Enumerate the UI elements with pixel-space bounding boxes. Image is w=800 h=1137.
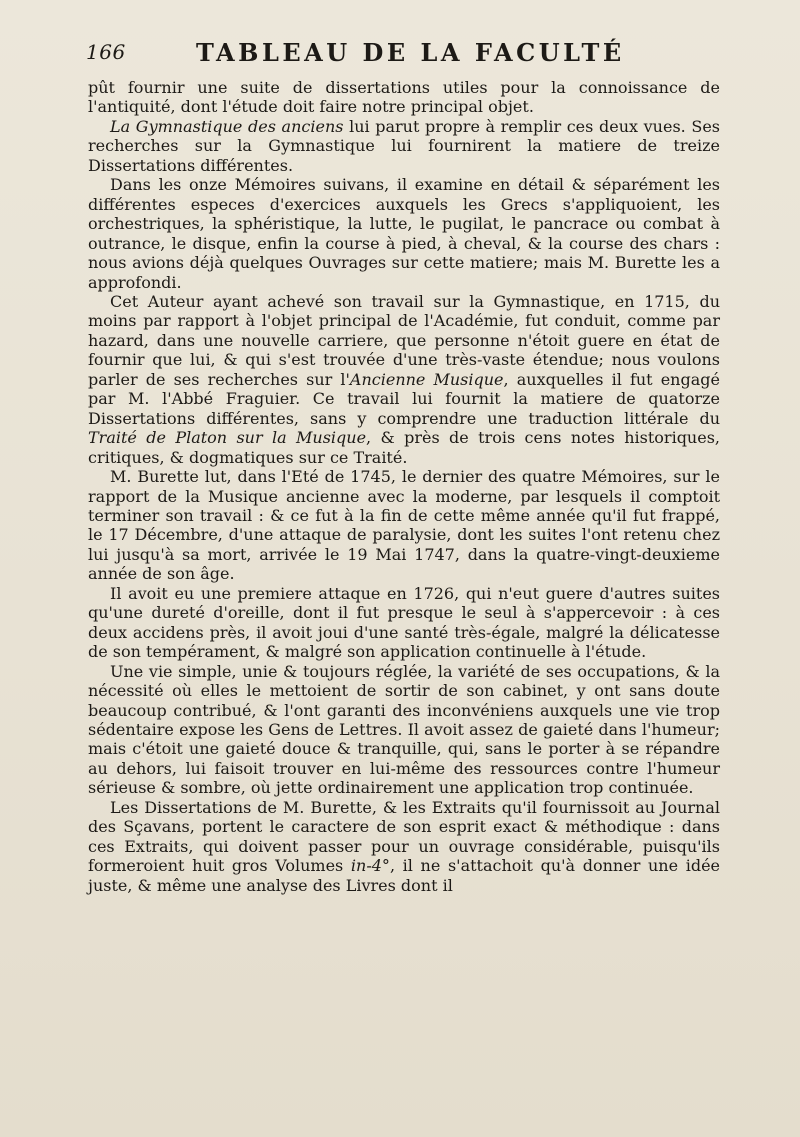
text-run: , il ne s'attachoit qu'à donner une idée juste, & même une analyse des Livres dont il (88, 856, 721, 895)
body-text (88, 78, 720, 895)
paragraph-7 (88, 662, 720, 798)
text-run: Une vie simple, unie & toujours réglée, la variété de ses occupations, & la nécessité où elles le mettoient de sortir de son cabinet, y ont sans doute beaucoup contribué, & l'ont garanti des inconvéniens auxquels une vie trop sédentaire expose les Gens de Lettres. Il avoit assez de gaieté dans l'humeur; mais c'étoit une gaieté douce & tranquille, qui, sans le porter à se répandre au dehors, lui faisoit trouver en lui-même des ressources contre l'humeur sérieuse & sombre, où jette ordinairement une application trop continuée. (88, 661, 720, 798)
text-run: M. Burette lut, dans l'Eté de 1745, le dernier des quatre Mémoires, sur le rapport de la Musique ancienne avec la moderne, par lesquels il comptoit terminer son travail : & ce fut à la fin de cette même année qu'il fut frappé, le 17 Décembre, d'une attaque de paralysie, dont les suites l'ont retenu chez lui jusqu'à sa mort, arrivée le 19 Mai 1747, dans la quatre-vingt-deuxieme année de son âge. (88, 467, 720, 584)
paragraph-3 (88, 175, 720, 292)
text-run: Les Dissertations de M. Burette, & les Extraits qu'il fournissoit au Journal des Sçavans, portent le caractere de son esprit exact & méthodique : dans ces Extraits, qui doivent passer pour un ouvrage considérable, puisqu'ils formeroient huit gros Volumes (88, 797, 720, 876)
paragraph-5 (88, 467, 720, 584)
paragraph-6 (88, 584, 720, 662)
text-run: Dans les onze Mémoires suivans, il examine en détail & séparément les différentes especes d'exercices auxquels les Grecs s'appliquoient, les orchestriques, la sphéristique, la lutte, le pugilat, le pancrace ou combat à outrance, le disque, enfin la course à pied, à cheval, & la course des chars : nous avions déjà quelques Ouvrages sur cette matiere; mais M. Burette les a approfondi. (88, 175, 720, 292)
italic-text: Ancienne Musique (349, 369, 504, 389)
text-run: pût fournir une suite de dissertations utiles pour la connoissance de l'antiquité, dont l'étude doit faire notre principal objet. (88, 78, 720, 117)
running-title: TABLEAU DE LA FACULTÉ (196, 38, 625, 67)
page-number: 166 (86, 40, 126, 64)
paragraph-8 (88, 798, 720, 895)
italic-text: Traité de Platon sur la Musique (88, 428, 367, 448)
paragraph-2 (88, 117, 720, 175)
italic-text: La Gymnastique des anciens (110, 116, 344, 136)
text-run: , auxquelles il fut engagé par M. l'Abbé Fraguier. Ce travail lui fournit la matiere de quatorze Dissertations différentes, sans y comprendre une traduction littérale du (88, 369, 720, 428)
italic-text: in-4° (350, 856, 390, 876)
text-run: Cet Auteur ayant achevé son travail sur la Gymnastique, en 1715, du moins par rapport à l'objet principal de l'Académie, fut conduit, comme par hazard, dans une nouvelle carriere, que personne n'étoit guere en état de fournir que lui, & qui s'est trouvée d'une très-vaste étendue; nous voulons parler de ses recherches sur l' (88, 291, 720, 389)
text-run: , & près de trois cens notes historiques, critiques, & dogmatiques sur ce Traité. (88, 428, 721, 467)
paragraph-4 (88, 292, 720, 467)
running-head (86, 38, 716, 74)
paragraph-1 (88, 78, 720, 117)
text-run: lui parut propre à remplir ces deux vues. Ses recherches sur la Gymnastique lui fournirent la matiere de treize Dissertations différentes. (88, 116, 721, 175)
text-run: Il avoit eu une premiere attaque en 1726, qui n'eut guere d'autres suites qu'une dureté d'oreille, dont il fut presque le seul à s'appercevoir : à ces deux accidens près, il avoit joui d'une santé très-égale, malgré la délicatesse de son tempérament, & malgré son application continuelle à l'étude. (88, 583, 720, 662)
